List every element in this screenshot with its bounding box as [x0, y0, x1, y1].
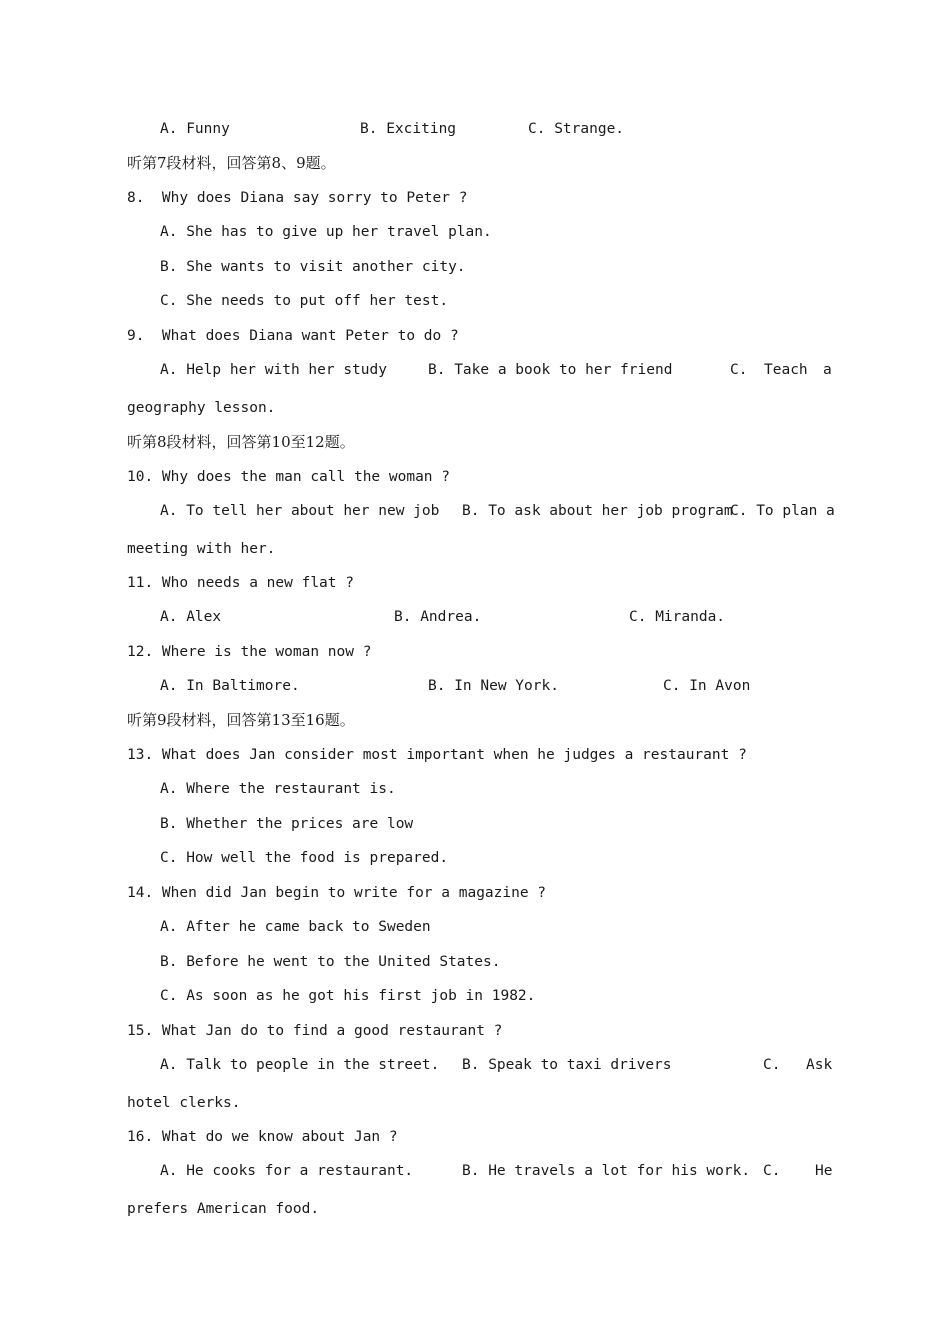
q9-option-c-continued: geography lesson. — [127, 400, 276, 416]
q15-option-c-continued: hotel clerks. — [127, 1095, 241, 1111]
q10-stem: 10. Why does the man call the woman ? — [127, 469, 451, 485]
q8-stem: 8. Why does Diana say sorry to Peter ? — [127, 190, 468, 206]
q14-option-a: A. After he came back to Sweden — [160, 919, 431, 935]
q14-option-b: B. Before he went to the United States. — [160, 954, 501, 970]
q16-option-a: A. He cooks for a restaurant. — [160, 1163, 414, 1179]
q9-option-c-word1: Teach — [764, 362, 808, 378]
q8-option-a: A. She has to give up her travel plan. — [160, 224, 492, 240]
q9-stem: 9. What does Diana want Peter to do ? — [127, 328, 459, 344]
q9-option-c-label: C. — [730, 362, 748, 378]
q11-option-b: B. Andrea. — [394, 609, 482, 625]
q10-option-b: B. To ask about her job program — [462, 503, 733, 519]
q15-option-b: B. Speak to taxi drivers — [462, 1057, 672, 1073]
q15-option-a: A. Talk to people in the street. — [160, 1057, 440, 1073]
q15-option-c-label: C. — [763, 1057, 781, 1073]
q16-option-c-word1: He — [815, 1163, 833, 1179]
q10-option-a: A. To tell her about her new job — [160, 503, 440, 519]
section8-header: 听第8段材料，回答第10至12题。 — [127, 433, 355, 451]
q13-option-c: C. How well the food is prepared. — [160, 850, 449, 866]
q9-option-b: B. Take a book to her friend — [428, 362, 673, 378]
q8-option-c: C. She needs to put off her test. — [160, 293, 449, 309]
q7-option-b: B. Exciting — [360, 121, 457, 137]
q13-option-a: A. Where the restaurant is. — [160, 781, 396, 797]
q16-stem: 16. What do we know about Jan ? — [127, 1129, 398, 1145]
q10-option-c: C. To plan a — [730, 503, 835, 519]
q13-stem: 13. What does Jan consider most important when he judges a restaurant ? — [127, 747, 747, 763]
q15-stem: 15. What Jan do to find a good restaurant ? — [127, 1023, 503, 1039]
q14-stem: 14. When did Jan begin to write for a magazine ? — [127, 885, 547, 901]
q13-option-b: B. Whether the prices are low — [160, 816, 414, 832]
q11-option-c: C. Miranda. — [629, 609, 726, 625]
q7-option-c: C. Strange. — [528, 121, 625, 137]
section7-header: 听第7段材料，回答第8、9题。 — [127, 154, 336, 172]
q8-option-b: B. She wants to visit another city. — [160, 259, 466, 275]
q7-option-a: A. Funny — [160, 121, 230, 137]
q9-option-a: A. Help her with her study — [160, 362, 387, 378]
section9-header: 听第9段材料，回答第13至16题。 — [127, 711, 355, 729]
q11-stem: 11. Who needs a new flat ? — [127, 575, 354, 591]
q16-option-c-label: C. — [763, 1163, 781, 1179]
q12-option-b: B. In New York. — [428, 678, 559, 694]
q12-stem: 12. Where is the woman now ? — [127, 644, 372, 660]
q16-option-c-continued: prefers American food. — [127, 1201, 320, 1217]
q10-option-c-continued: meeting with her. — [127, 541, 276, 557]
q15-option-c-word1: Ask — [806, 1057, 833, 1073]
q9-option-c-word2: a — [823, 362, 832, 378]
q14-option-c: C. As soon as he got his first job in 1982. — [160, 988, 536, 1004]
q16-option-b: B. He travels a lot for his work. — [462, 1163, 751, 1179]
q12-option-a: A. In Baltimore. — [160, 678, 300, 694]
q11-option-a: A. Alex — [160, 609, 222, 625]
q12-option-c: C. In Avon — [663, 678, 751, 694]
